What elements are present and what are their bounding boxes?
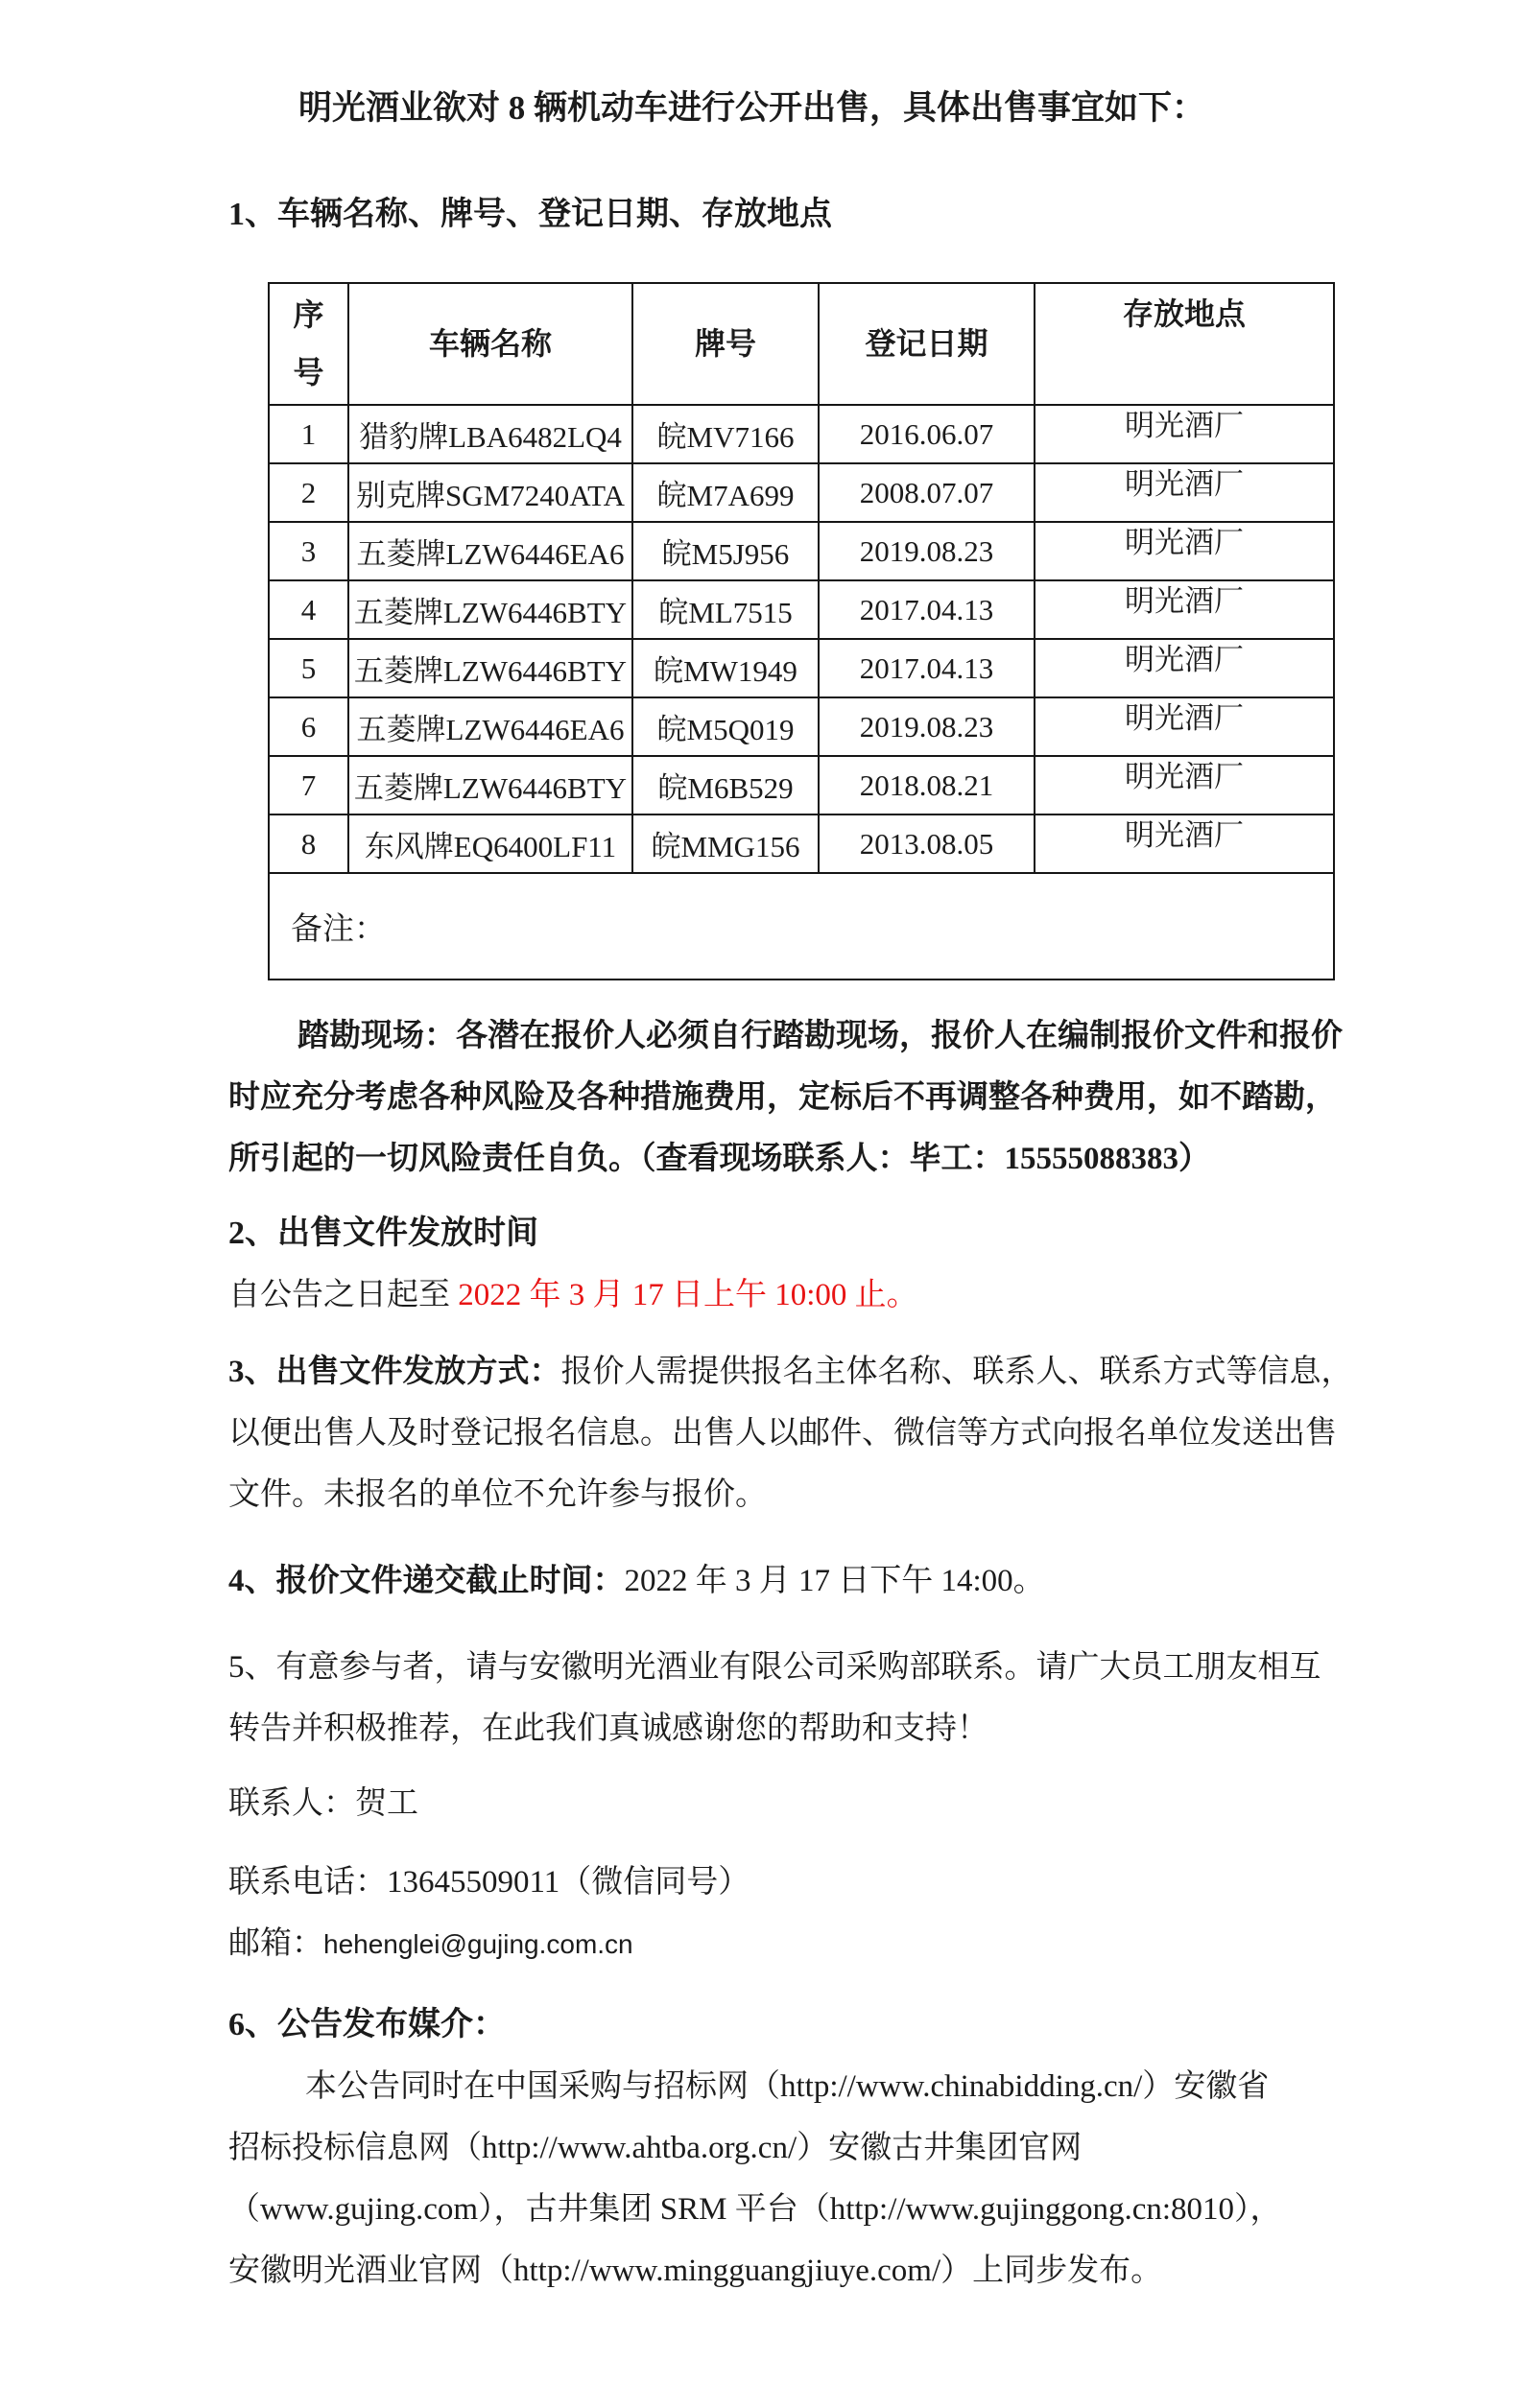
submission-deadline-text: 2022 年 3 月 17 日下午 14:00。 [624, 1564, 1045, 1598]
table-row [269, 463, 1334, 522]
cell-vehicle-name: 五菱牌LZW6446EA6 [348, 522, 632, 580]
table-row [269, 522, 1334, 580]
section-6-line-1: 本公告同时在中国采购与招标网（http://www.chinabidding.cn/）安徽省 [305, 2069, 1270, 2104]
sale-period-line [228, 1264, 1350, 1326]
contact-phone: 联系电话：13645509011（微信同号） [228, 1865, 750, 1900]
cell-storage-location: 明光酒厂 [1035, 697, 1334, 756]
contact-email [228, 1913, 1350, 1975]
site-visit-line-3: 所引起的一切风险责任自负。（查看现场联系人：毕工：15555088383） [228, 1142, 1210, 1176]
cell-index: 6 [269, 697, 348, 756]
cell-registration-date: 2019.08.23 [819, 522, 1035, 580]
cell-storage-location: 明光酒厂 [1035, 463, 1334, 522]
email-address: hehenglei@gujing.com.cn [323, 1929, 633, 1959]
contact-person: 联系人：贺工 [228, 1786, 418, 1821]
cell-vehicle-name: 别克牌SGM7240ATA [348, 463, 632, 522]
vehicle-table [268, 282, 1335, 980]
email-label: 邮箱： [228, 1926, 323, 1961]
intro-paragraph: 明光酒业欲对 8 辆机动车进行公开出售，具体出售事宜如下： [298, 89, 1206, 127]
site-visit-line-2: 时应充分考虑各种风险及各种措施费用，定标后不再调整各种费用，如不踏勘， [228, 1080, 1337, 1115]
cell-storage-location: 明光酒厂 [1035, 580, 1334, 639]
section-6-line-4: 安徽明光酒业官网（http://www.mingguangjiuye.com/）上同步发布。 [228, 2254, 1163, 2288]
cell-index: 2 [269, 463, 348, 522]
cell-index: 7 [269, 756, 348, 814]
cell-registration-date: 2019.08.23 [819, 697, 1035, 756]
cell-vehicle-name: 五菱牌LZW6446EA6 [348, 697, 632, 756]
remark-cell: 备注： [269, 873, 1334, 980]
header-storage-location: 存放地点 [1035, 283, 1334, 405]
cell-registration-date: 2018.08.21 [819, 756, 1035, 814]
table-header-row [269, 283, 1334, 405]
sale-deadline-red-text: 2022 年 3 月 17 日上午 10:00 止。 [458, 1278, 918, 1312]
section-6-line-2: 招标投标信息网（http://www.ahtba.org.cn/）安徽古井集团官网 [228, 2131, 1083, 2165]
site-visit-line-1: 踏勘现场：各潜在报价人必须自行踏勘现场，报价人在编制报价文件和报价 [297, 1019, 1343, 1053]
table-row [269, 639, 1334, 697]
sale-period-prefix: 自公告之日起至 [228, 1278, 459, 1312]
cell-vehicle-name: 猎豹牌LBA6482LQ4 [348, 405, 632, 463]
cell-plate: 皖MMG156 [632, 814, 819, 873]
section-1-heading: 1、车辆名称、牌号、登记日期、存放地点 [228, 197, 832, 232]
cell-vehicle-name: 五菱牌LZW6446BTY [348, 756, 632, 814]
remark-row [269, 873, 1334, 980]
cell-vehicle-name: 东风牌EQ6400LF11 [348, 814, 632, 873]
section-6-heading: 6、公告发布媒介： [228, 2007, 506, 2042]
cell-index: 5 [269, 639, 348, 697]
cell-index: 3 [269, 522, 348, 580]
table-row [269, 756, 1334, 814]
table-row [269, 697, 1334, 756]
cell-plate: 皖M5J956 [632, 522, 819, 580]
section-2-heading: 2、出售文件发放时间 [228, 1216, 538, 1251]
table-row [269, 405, 1334, 463]
section-3-line-1: 3、出售文件发放方式：报价人需提供报名主体名称、联系人、联系方式等信息， [228, 1355, 1353, 1389]
header-vehicle-name: 车辆名称 [348, 283, 632, 405]
cell-plate: 皖M5Q019 [632, 697, 819, 756]
cell-storage-location: 明光酒厂 [1035, 405, 1334, 463]
section-5-line-1: 5、有意参与者，请与安徽明光酒业有限公司采购部联系。请广大员工朋友相互 [228, 1650, 1321, 1685]
cell-registration-date: 2017.04.13 [819, 639, 1035, 697]
section-6-line-3: （www.gujing.com），古井集团 SRM 平台（http://www.gujinggong.cn:8010）， [228, 2192, 1282, 2227]
cell-registration-date: 2013.08.05 [819, 814, 1035, 873]
cell-registration-date: 2008.07.07 [819, 463, 1035, 522]
cell-index: 4 [269, 580, 348, 639]
cell-index: 8 [269, 814, 348, 873]
cell-vehicle-name: 五菱牌LZW6446BTY [348, 639, 632, 697]
cell-storage-location: 明光酒厂 [1035, 814, 1334, 873]
cell-storage-location: 明光酒厂 [1035, 756, 1334, 814]
section-3-line-3: 文件。未报名的单位不允许参与报价。 [228, 1477, 767, 1512]
cell-plate: 皖MW1949 [632, 639, 819, 697]
cell-storage-location: 明光酒厂 [1035, 639, 1334, 697]
table-row [269, 814, 1334, 873]
section-3-line-2: 以便出售人及时登记报名信息。出售人以邮件、微信等方式向报名单位发送出售 [228, 1416, 1337, 1451]
section-4-line [228, 1550, 1350, 1612]
cell-registration-date: 2016.06.07 [819, 405, 1035, 463]
cell-index: 1 [269, 405, 348, 463]
cell-plate: 皖ML7515 [632, 580, 819, 639]
header-plate: 牌号 [632, 283, 819, 405]
section-5-line-2: 转告并积极推荐，在此我们真诚感谢您的帮助和支持！ [228, 1712, 988, 1746]
section-4-heading: 4、报价文件递交截止时间： [228, 1564, 625, 1598]
cell-vehicle-name: 五菱牌LZW6446BTY [348, 580, 632, 639]
cell-storage-location: 明光酒厂 [1035, 522, 1334, 580]
cell-registration-date: 2017.04.13 [819, 580, 1035, 639]
section-3-heading: 3、出售文件发放方式： [228, 1355, 561, 1389]
cell-plate: 皖M6B529 [632, 756, 819, 814]
cell-plate: 皖M7A699 [632, 463, 819, 522]
cell-plate: 皖MV7166 [632, 405, 819, 463]
header-index: 序 号 [269, 283, 348, 405]
header-registration-date: 登记日期 [819, 283, 1035, 405]
table-row [269, 580, 1334, 639]
